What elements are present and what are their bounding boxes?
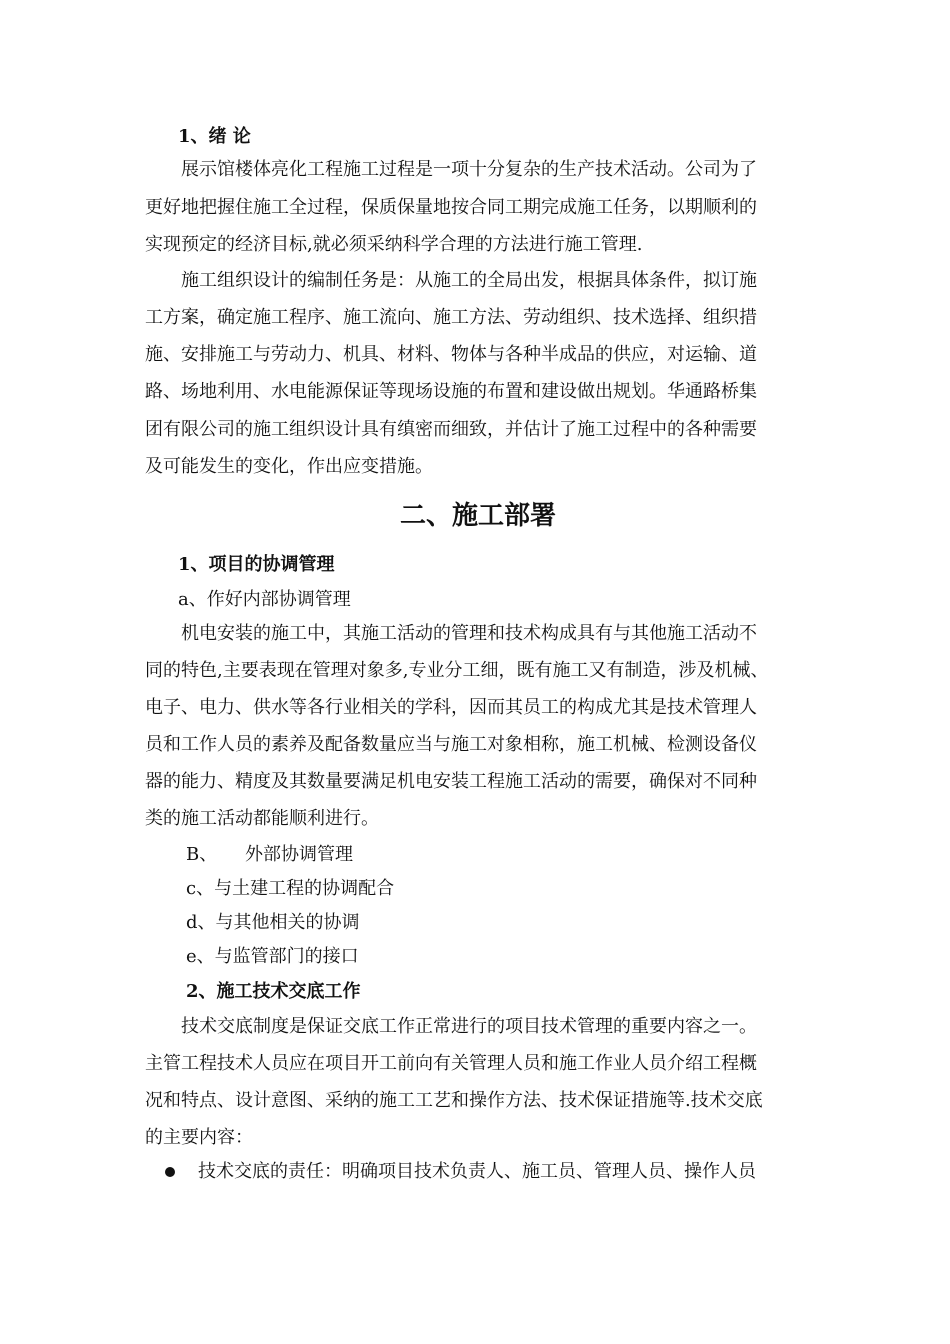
text-line: 机电安装的施工中，其施工活动的管理和技术构成具有与其他施工活动不 — [181, 623, 757, 644]
bullet-text: 技术交底的责任：明确项目技术负责人、施工员、管理人员、操作人员 — [198, 1161, 756, 1182]
text-line: 工方案，确定施工程序、施工流向、施工方法、劳动组织、技术选择、组织措 — [145, 307, 757, 328]
text-line: 更好地把握住施工全过程，保质保量地按合同工期完成施工任务，以期顺利的 — [145, 197, 757, 218]
text-line: 施、安排施工与劳动力、机具、材料、物体与各种半成品的供应，对运输、道 — [145, 344, 757, 365]
list-item-a: a、作好内部协调管理 — [178, 589, 351, 610]
list-item-d: d、与其他相关的协调 — [186, 912, 360, 933]
bullet-dot-icon — [165, 1167, 175, 1177]
text-line: 主管工程技术人员应在项目开工前向有关管理人员和施工作业人员介绍工程概 — [145, 1053, 757, 1074]
text-line: 团有限公司的施工组织设计具有缜密而细致，并估计了施工过程中的各种需要 — [145, 419, 757, 440]
subsection-heading-technical-briefing: 2、施工技术交底工作 — [186, 981, 361, 1002]
subsection-heading-coordination: 1、项目的协调管理 — [178, 554, 335, 575]
text-line: 施工组织设计的编制任务是：从施工的全局出发，根据具体条件，拟订施 — [181, 270, 757, 291]
text-line: 同的特色,主要表现在管理对象多,专业分工细，既有施工又有制造，涉及机械、 — [145, 660, 769, 681]
text-line: 技术交底制度是保证交底工作正常进行的项目技术管理的重要内容之一。 — [181, 1016, 757, 1037]
text-line: 实现预定的经济目标,就必须采纳科学合理的方法进行施工管理. — [145, 234, 643, 255]
text-line: 员和工作人员的素养及配备数量应当与施工对象相称，施工机械、检测设备仪 — [145, 734, 757, 755]
list-item-c: c、与土建工程的协调配合 — [186, 878, 395, 899]
section-title-construction-deployment: 二、施工部署 — [400, 501, 557, 531]
text-line: 及可能发生的变化，作出应变措施。 — [145, 456, 433, 477]
section-heading-introduction: 1、绪 论 — [178, 126, 251, 147]
text-line: 类的施工活动都能顺利进行。 — [145, 808, 379, 829]
text-line: 电子、电力、供水等各行业相关的学科，因而其员工的构成尤其是技术管理人 — [145, 697, 757, 718]
text-line: 展示馆楼体亮化工程施工过程是一项十分复杂的生产技术活动。公司为了 — [181, 159, 757, 180]
list-item-e: e、与监管部门的接口 — [186, 946, 359, 967]
text-line: 器的能力、精度及其数量要满足机电安装工程施工活动的需要，确保对不同种 — [145, 771, 757, 792]
text-line: 况和特点、设计意图、采纳的施工工艺和操作方法、技术保证措施等.技术交底 — [145, 1090, 763, 1111]
list-marker-b: B、 — [186, 844, 218, 865]
list-text-b: 外部协调管理 — [245, 844, 353, 865]
text-line: 路、场地利用、水电能源保证等现场设施的布置和建设做出规划。华通路桥集 — [145, 381, 757, 402]
text-line: 的主要内容： — [145, 1127, 253, 1148]
